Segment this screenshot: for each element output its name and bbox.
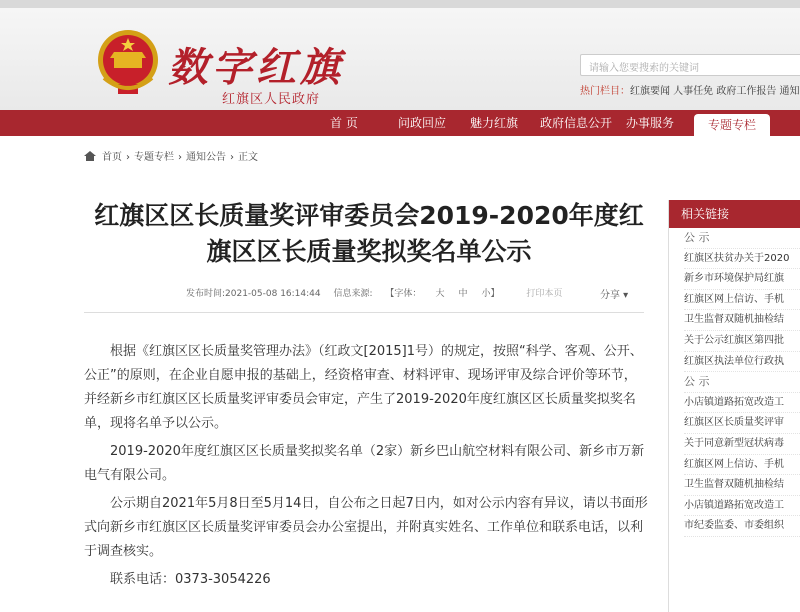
related-links-heading: 相关链接 (669, 200, 800, 228)
hot-columns-links[interactable]: 红旗要闻 人事任免 政府工作报告 通知 (630, 86, 800, 97)
search-input[interactable]: 请输入您要搜索的关键词 (580, 54, 800, 76)
hot-columns (580, 82, 800, 97)
related-link-item[interactable]: 红旗区网上信访、手机 (684, 455, 800, 476)
font-size-small[interactable]: 小】 (481, 289, 500, 299)
related-link-item[interactable]: 小店镇道路拓宽改造工 (684, 393, 800, 414)
related-link-item[interactable]: 红旗区扶贫办关于2020 (684, 249, 800, 270)
font-size-large[interactable]: 大 (435, 289, 445, 299)
related-link-item[interactable]: 红旗区区长质量奖评审 (684, 413, 800, 434)
contact-phone: 联系电话：0373-3054226 (110, 572, 271, 587)
breadcrumb-sep: › (230, 152, 234, 163)
share-button[interactable] (600, 286, 628, 301)
related-link-item[interactable]: 红旗区执法单位行政执 (684, 352, 800, 373)
breadcrumb-current: 正文 (238, 152, 258, 163)
article-title: 红旗区区长质量奖评审委员会2019-2020年度红旗区区长质量奖拟奖名单公示 (94, 201, 644, 266)
font-size-controls (385, 289, 513, 299)
related-links-list (669, 228, 800, 537)
article-body (84, 340, 649, 596)
nav-item-home[interactable]: 首 页 (330, 116, 358, 130)
breadcrumb-topics[interactable]: 专题专栏 (134, 152, 174, 163)
publish-time: 发布时间:2021-05-08 16:14:44 (186, 289, 321, 299)
article-meta (186, 286, 572, 299)
main-nav (0, 110, 800, 136)
home-icon (84, 151, 96, 161)
article-divider (84, 312, 644, 313)
article-paragraph: 2019-2020年度红旗区区长质量奖拟奖名单（2家）新乡巴山航空材料有限公司、新乡市万新电气有限公司。 (84, 444, 645, 483)
breadcrumb-sep: › (178, 152, 182, 163)
related-links-section: 公 示 (684, 372, 800, 393)
related-link-item[interactable]: 卫生监督双随机抽检结 (684, 475, 800, 496)
nav-item-topics[interactable]: 专题专栏 (694, 114, 770, 136)
font-size-label: 【字体： (385, 289, 422, 299)
national-emblem-icon (96, 28, 160, 98)
related-link-item[interactable]: 关于同意新型冠状病毒 (684, 434, 800, 455)
related-link-item[interactable]: 红旗区网上信访、手机 (684, 290, 800, 311)
related-links-section: 公 示 (684, 228, 800, 249)
article-paragraph: 公示期自2021年5月8日至5月14日，自公布之日起7日内，如对公示内容有异议，请以书面形式向新乡市红旗区区长质量奖评审委员会办公室提出，并附真实姓名、工作单位和联系电话，以利于调查核实。 (84, 496, 648, 559)
breadcrumb-sep: › (126, 152, 130, 163)
info-source: 信息来源: (333, 289, 373, 299)
breadcrumb (84, 148, 262, 163)
related-link-item[interactable]: 关于公示红旗区第四批 (684, 331, 800, 352)
nav-item-info[interactable]: 政府信息公开 (540, 116, 613, 130)
related-links-sidebar (668, 200, 800, 612)
font-size-medium[interactable]: 中 (458, 289, 468, 299)
breadcrumb-notices[interactable]: 通知公告 (186, 152, 226, 163)
site-header (0, 8, 800, 110)
related-link-item[interactable]: 卫生监督双随机抽检结 (684, 310, 800, 331)
site-logo-title[interactable]: 数字红旗 (168, 44, 344, 91)
related-link-item[interactable]: 市纪委监委、市委组织 (684, 516, 800, 537)
breadcrumb-home[interactable]: 首页 (102, 152, 122, 163)
related-link-item[interactable]: 新乡市环境保护局红旗 (684, 269, 800, 290)
article-paragraph: 根据《红旗区区长质量奖管理办法》（红政文[2015]1号）的规定，按照“科学、客观、公开、公正”的原则，在企业自愿申报的基础上，经资格审查、材料评审、现场评审及综合评价等环节，并经新乡市红旗区区长质量奖评审委员会审定，产生了2019-2020年度红旗区区长质量奖拟奖名单，现将名单予以公示。 (84, 344, 643, 431)
print-link[interactable]: 打印本页 (526, 289, 563, 299)
share-label: 分享 (600, 290, 620, 301)
site-logo-subtitle: 红旗区人民政府 (222, 92, 321, 107)
nav-item-charm[interactable]: 魅力红旗 (470, 116, 519, 130)
nav-item-services[interactable]: 办事服务 (626, 116, 675, 130)
related-link-item[interactable]: 小店镇道路拓宽改造工 (684, 496, 800, 517)
chevron-down-icon: ▾ (620, 290, 629, 301)
top-strip (0, 0, 800, 8)
hot-columns-label: 热门栏目： (580, 86, 630, 97)
nav-item-qa[interactable]: 问政回应 (398, 116, 447, 130)
